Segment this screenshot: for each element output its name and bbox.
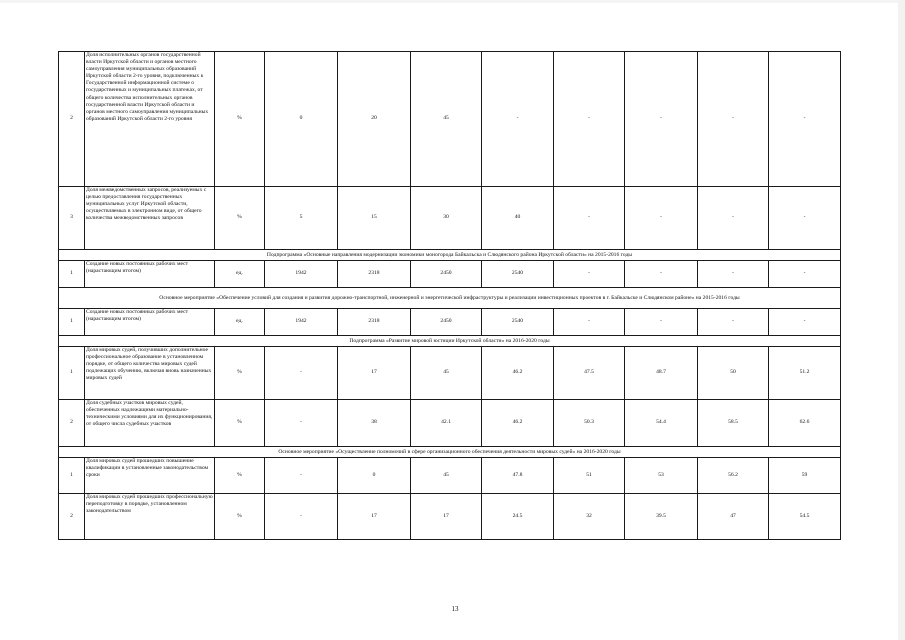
value-cell: 54.4: [625, 400, 698, 447]
value-cell: 20: [338, 52, 411, 187]
unit-cell: %: [215, 52, 265, 187]
value-cell: 17: [338, 347, 411, 400]
unit-cell: %: [215, 400, 265, 447]
table-body: [59, 52, 841, 540]
value-cell: -: [769, 187, 841, 250]
scan-right-edge: [898, 0, 905, 640]
value-cell: 56.2: [698, 458, 769, 494]
row-number: 1: [59, 261, 85, 288]
value-cell: 2450: [411, 309, 482, 336]
value-cell: 47: [698, 494, 769, 540]
value-cell: 45: [411, 347, 482, 400]
value-cell: -: [554, 309, 625, 336]
row-number: 1: [59, 347, 85, 400]
table-row: [59, 494, 841, 540]
table-row: [59, 458, 841, 494]
table-row: [59, 52, 841, 187]
value-cell: 45: [411, 52, 482, 187]
value-cell: 2540: [482, 261, 554, 288]
value-cell: 32: [554, 494, 625, 540]
value-cell: -: [769, 261, 841, 288]
section-row: [59, 250, 841, 261]
value-cell: 0: [338, 458, 411, 494]
value-cell: -: [625, 187, 698, 250]
value-cell: -: [265, 400, 338, 447]
value-cell: 38: [338, 400, 411, 447]
value-cell: 2318: [338, 309, 411, 336]
unit-cell: ед.: [215, 261, 265, 288]
section-row: [59, 336, 841, 347]
value-cell: -: [625, 261, 698, 288]
table-row: [59, 400, 841, 447]
value-cell: 0: [265, 52, 338, 187]
value-cell: 17: [411, 494, 482, 540]
indicator-name: Создание новых постоянных рабочих мест (нарастающим итогом): [85, 261, 215, 288]
section-row: [59, 288, 841, 309]
value-cell: 45: [411, 458, 482, 494]
value-cell: 46.2: [482, 347, 554, 400]
row-number: 2: [59, 400, 85, 447]
value-cell: 17: [338, 494, 411, 540]
value-cell: 51: [554, 458, 625, 494]
indicator-name: Доля межведомственных запросов, реализуемых с целью предоставления государственных муниципальных услуг Иркутской области, осуществляемых в электронном виде, от общего количества межведомственных запросов: [85, 187, 215, 250]
section-title: Основное мероприятие «Осуществление полномочий в сфере организационного обеспечения деятельности мировых судей» на 2016-2020 годы: [59, 447, 841, 458]
value-cell: -: [698, 261, 769, 288]
value-cell: 62.6: [769, 400, 841, 447]
value-cell: 5: [265, 187, 338, 250]
indicator-name: Доля исполнительных органов государственной власти Иркутской области и органов местного самоуправления муниципальных образований Иркутской области 2-го уровня, подключенных к Государственной информационной системе о государственных и муниципальных платежах, от общего количества исполнительных органов государственной власти Иркутской области и органов местного самоуправления муниципальных образований Иркутской области 2-го уровня: [85, 52, 215, 187]
value-cell: 40: [482, 187, 554, 250]
value-cell: -: [554, 52, 625, 187]
value-cell: 47.5: [554, 347, 625, 400]
value-cell: 1942: [265, 309, 338, 336]
value-cell: -: [265, 458, 338, 494]
value-cell: 30: [411, 187, 482, 250]
unit-cell: %: [215, 458, 265, 494]
row-number: 1: [59, 309, 85, 336]
indicator-name: Доля мировых судей прошедших профессиональную переподготовку в порядке, установленном законодательством: [85, 494, 215, 540]
value-cell: 50: [698, 347, 769, 400]
value-cell: 15: [338, 187, 411, 250]
row-number: 1: [59, 458, 85, 494]
row-number: 2: [59, 52, 85, 187]
row-number: 2: [59, 494, 85, 540]
value-cell: 46.2: [482, 400, 554, 447]
table-row: [59, 309, 841, 336]
value-cell: -: [769, 309, 841, 336]
table-row: [59, 261, 841, 288]
unit-cell: %: [215, 347, 265, 400]
unit-cell: %: [215, 494, 265, 540]
value-cell: 53: [625, 458, 698, 494]
row-number: 3: [59, 187, 85, 250]
table-row: [59, 347, 841, 400]
value-cell: -: [698, 52, 769, 187]
value-cell: 42.1: [411, 400, 482, 447]
section-title: Подпрограмма «Основные направления модернизации экономики моногорода Байкальска и Слюдянского района Иркутской области» на 2015-2016 годы: [59, 250, 841, 261]
value-cell: -: [625, 52, 698, 187]
value-cell: 51.2: [769, 347, 841, 400]
indicator-name: Создание новых постоянных рабочих мест (нарастающим итогом): [85, 309, 215, 336]
value-cell: 48.7: [625, 347, 698, 400]
value-cell: -: [554, 187, 625, 250]
unit-cell: %: [215, 187, 265, 250]
value-cell: 58.5: [698, 400, 769, 447]
indicator-name: Доля мировых судей, получивших дополнительное профессиональное образование в установленном порядке, от общего количества мировых судей подлежащих обучению, включая вновь назначенных мировых судей: [85, 347, 215, 400]
unit-cell: ед.: [215, 309, 265, 336]
value-cell: -: [625, 309, 698, 336]
value-cell: -: [769, 52, 841, 187]
indicator-name: Доля мировых судей прошедших повышение квалификации в установленные законодательством сроки: [85, 458, 215, 494]
value-cell: 54.5: [769, 494, 841, 540]
value-cell: 1942: [265, 261, 338, 288]
value-cell: -: [698, 187, 769, 250]
value-cell: 47.8: [482, 458, 554, 494]
value-cell: -: [698, 309, 769, 336]
value-cell: 59: [769, 458, 841, 494]
section-title: Основное мероприятие «Обеспечение условий для создания и развития дорожно-транспортной, инженерной и энергетической инфраструктуры и реализации инвестиционных проектов в г. Байкальске и Слюдянском районе» на 2015-2016 годы: [59, 288, 841, 309]
value-cell: -: [265, 347, 338, 400]
value-cell: 39.5: [625, 494, 698, 540]
section-row: [59, 447, 841, 458]
value-cell: -: [554, 261, 625, 288]
value-cell: 50.3: [554, 400, 625, 447]
page-number: 13: [451, 605, 459, 613]
value-cell: 2318: [338, 261, 411, 288]
value-cell: -: [265, 494, 338, 540]
value-cell: 24.5: [482, 494, 554, 540]
indicator-name: Доля судебных участков мировых судей, обеспеченных надлежащими материально-техническими условиями для их функционирования, от общего числа судебных участков: [85, 400, 215, 447]
scan-top-edge: [0, 0, 905, 3]
value-cell: 2540: [482, 309, 554, 336]
value-cell: 2450: [411, 261, 482, 288]
table-row: [59, 187, 841, 250]
section-title: Подпрограмма «Развитие мировой юстиции Иркутской области» на 2016-2020 годы: [59, 336, 841, 347]
value-cell: -: [482, 52, 554, 187]
indicators-table: [58, 51, 841, 540]
